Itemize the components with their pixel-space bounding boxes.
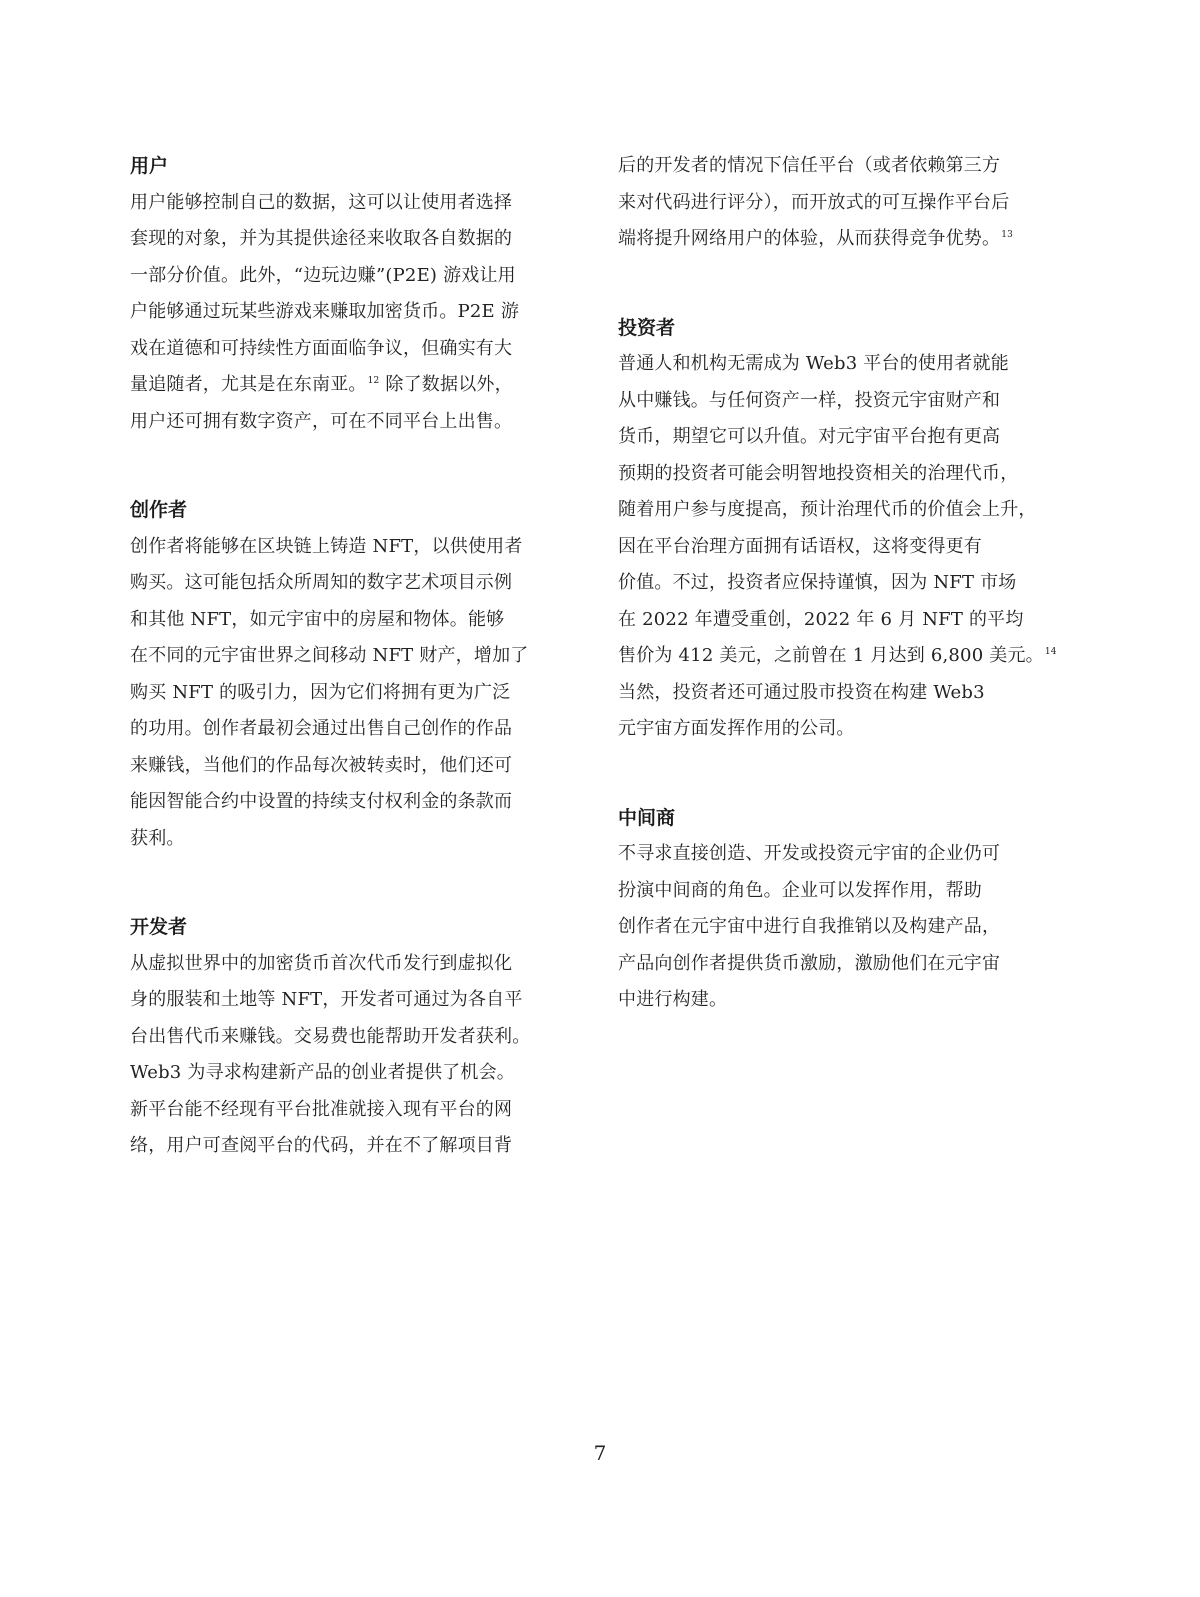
text-line: 元宇宙方面发挥作用的公司。	[618, 718, 855, 739]
paragraph-investors	[618, 346, 1058, 748]
text-line: 络，用户可查阅平台的代码，并在不了解项目背	[130, 1135, 513, 1156]
text-fragment: 售价为 412 美元，之前曾在 1 月达到 6,800 美元。	[618, 645, 1044, 666]
footnote-marker: 12	[367, 376, 380, 386]
text-line: 用户能够控制自己的数据，这可以让使用者选择	[130, 191, 513, 213]
text-fragment: 量追随者，尤其是在东南亚。	[130, 374, 367, 395]
text-line: 随着用户参与度提高，预计治理代币的价值会上升，	[618, 499, 1037, 520]
text-line: 身的服装和土地等 NFT，开发者可通过为各自平	[130, 989, 523, 1010]
heading-users: 用户	[130, 155, 169, 177]
heading-developers: 开发者	[130, 916, 188, 938]
text-line: 戏在道德和可持续性方面面临争议，但确实有大	[130, 337, 513, 359]
text-line-with-footnote	[130, 367, 570, 404]
section-users	[130, 148, 570, 440]
text-line: 在不同的元宇宙世界之间移动 NFT 财产，增加了	[130, 645, 529, 666]
page-number: 7	[593, 1441, 607, 1465]
text-line: 台出售代币来赚钱。交易费也能帮助开发者获利。	[130, 1025, 531, 1047]
text-line: 价值。不过，投资者应保持谨慎，因为 NFT 市场	[618, 572, 1017, 593]
paragraph-developers	[130, 946, 570, 1165]
text-line: 因在平台治理方面拥有话语权，这将变得更有	[618, 535, 982, 557]
text-line: 购买。这可能包括众所周知的数字艺术项目示例	[130, 572, 513, 593]
text-line: 来对代码进行评分），而开放式的可互操作平台后	[618, 191, 1010, 213]
text-line: 不寻求直接创造、开发或投资元宇宙的企业仍可	[618, 843, 1001, 864]
text-line: 产品向创作者提供货币激励，激励他们在元宇宙	[618, 952, 1001, 974]
section-developers	[130, 909, 570, 1165]
text-line: 购买 NFT 的吸引力，因为它们将拥有更为广泛	[130, 681, 511, 703]
text-line: 能因智能合约中设置的持续支付权利金的条款而	[130, 791, 513, 812]
paragraph-creators	[130, 529, 570, 858]
text-line: 用户还可拥有数字资产，可在不同平台上出售。	[130, 410, 513, 432]
text-line-with-footnote	[618, 638, 1058, 675]
section-creators	[130, 492, 570, 857]
text-line: 从中赚钱。与任何资产一样，投资元宇宙财产和	[618, 389, 1001, 411]
text-line: 扮演中间商的角色。企业可以发挥作用，帮助	[618, 879, 982, 901]
text-line: 和其他 NFT，如元宇宙中的房屋和物体。能够	[130, 608, 505, 630]
text-line-with-footnote	[618, 221, 1058, 258]
text-line: 当然，投资者还可通过股市投资在构建 Web3	[618, 681, 985, 703]
heading-intermediaries: 中间商	[618, 806, 676, 829]
text-fragment: 端将提升网络用户的体验，从而获得竞争优势。	[618, 228, 1001, 249]
heading-investors: 投资者	[618, 316, 676, 339]
text-line: 普通人和机构无需成为 Web3 平台的使用者就能	[618, 353, 1009, 374]
text-line: 套现的对象，并为其提供途径来收取各自数据的	[130, 228, 513, 249]
text-line: 来赚钱，当他们的作品每次被转卖时，他们还可	[130, 754, 513, 776]
text-fragment: 除了数据以外，	[385, 374, 513, 395]
heading-creators: 创作者	[130, 499, 188, 521]
text-line: 在 2022 年遭受重创，2022 年 6 月 NFT 的平均	[618, 608, 1024, 630]
section-intermediaries	[618, 800, 1058, 1019]
text-line: 户能够通过玩某些游戏来赚取加密货币。P2E 游	[130, 301, 520, 322]
text-line: 创作者将能够在区块链上铸造 NFT，以供使用者	[130, 535, 523, 557]
right-column	[618, 148, 1058, 1071]
text-line: 从虚拟世界中的加密货币首次代币发行到虚拟化	[130, 952, 513, 974]
text-line: 货币，期望它可以升值。对元宇宙平台抱有更高	[618, 426, 1001, 447]
text-line: Web3 为寻求构建新产品的创业者提供了机会。	[130, 1062, 515, 1083]
text-line: 中进行构建。	[618, 989, 728, 1010]
paragraph-users	[130, 185, 570, 441]
text-line: 创作者在元宇宙中进行自我推销以及构建产品，	[618, 916, 1001, 937]
footnote-marker: 14	[1044, 647, 1057, 657]
text-line: 预期的投资者可能会明智地投资相关的治理代币，	[618, 462, 1019, 484]
text-line: 后的开发者的情况下信任平台（或者依赖第三方	[618, 155, 1001, 176]
text-line: 新平台能不经现有平台批准就接入现有平台的网	[130, 1098, 513, 1120]
text-line: 一部分价值。此外，“边玩边赚”(P2E) 游戏让用	[130, 264, 516, 286]
footnote-marker: 13	[1001, 230, 1014, 240]
section-developers-continued	[618, 148, 1058, 258]
paragraph-developers-continued	[618, 148, 1058, 258]
paragraph-intermediaries	[618, 836, 1058, 1019]
left-column	[130, 148, 570, 1217]
text-line: 获利。	[130, 827, 185, 849]
section-investors	[618, 310, 1058, 748]
text-line: 的功用。创作者最初会通过出售自己创作的作品	[130, 718, 513, 739]
